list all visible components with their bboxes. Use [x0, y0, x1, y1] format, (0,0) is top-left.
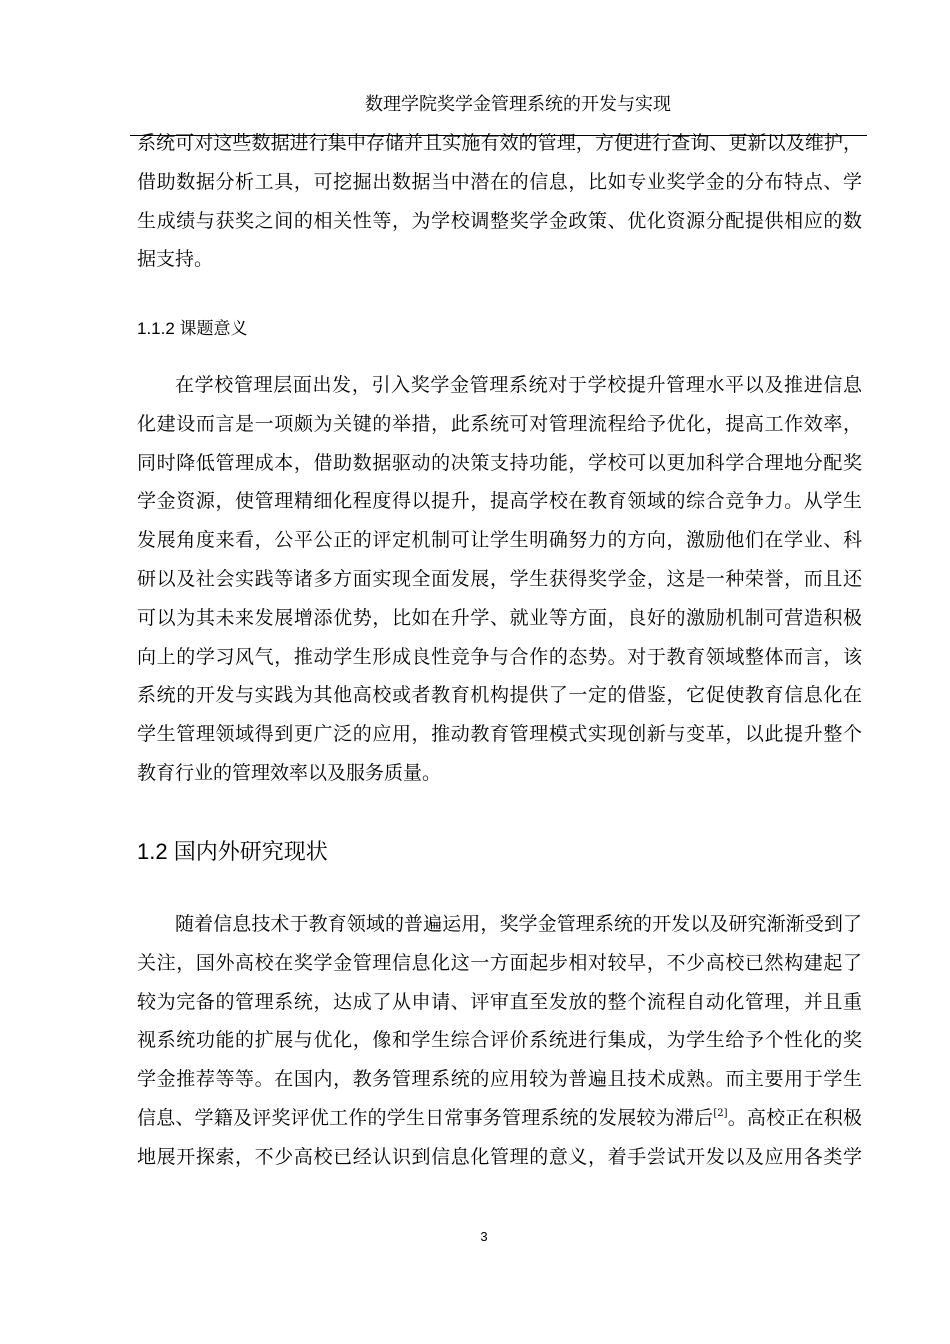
text-line: 借助数据分析工具，可挖掘出数据当中潜在的信息，比如专业奖学金的分布特点、学: [137, 170, 862, 193]
text-line: 向上的学习风气，推动学生形成良性竞争与合作的态势。对于教育领域整体而言，该: [137, 645, 862, 668]
text-line: 据支持。: [137, 248, 214, 271]
citation-ref[interactable]: [2]: [713, 1107, 728, 1119]
text-line: 系统的开发与实践为其他高校或者教育机构提供了一定的借鉴，它促使教育信息化在: [137, 684, 862, 707]
text-line: 教育行业的管理效率以及服务质量。: [137, 761, 442, 784]
text-line: 学金推荐等等。在国内，教务管理系统的应用较为普遍且技术成熟。而主要用于学生: [137, 1068, 862, 1091]
text-line: 关注，国外高校在奖学金管理信息化这一方面起步相对较早，不少高校已然构建起了: [137, 951, 862, 974]
paragraph-2: [137, 366, 862, 793]
text-line: 学生管理领域得到更广泛的应用，推动教育管理模式实现创新与变革，以此提升整个: [137, 723, 862, 746]
text-line: 系统可对这些数据进行集中存储并且实施有效的管理，方便进行查询、更新以及维护，: [137, 132, 862, 154]
page-number: 3: [480, 1229, 488, 1244]
section-heading-1-1-2: 1.1.2 课题意义: [137, 319, 248, 338]
text-line: 可以为其未来发展增添优势，比如在升学、就业等方面，良好的激励机制可营造积极: [137, 606, 862, 629]
text-line: 地展开探索，不少高校已经认识到信息化管理的意义，着手尝试开发以及应用各类学: [137, 1145, 862, 1168]
text-line: 在学校管理层面出发，引入奖学金管理系统对于学校提升管理水平以及推进信息: [175, 374, 862, 396]
paragraph-1: [137, 124, 862, 279]
text-line: 视系统功能的扩展与优化，像和学生综合评价系统进行集成，为学生给予个性化的奖: [137, 1029, 862, 1052]
text-line: 发展角度来看，公平公正的评定机制可让学生明确努力的方向，激励他们在学业、科: [137, 529, 862, 552]
text-span: 。高校正在积极: [727, 1106, 862, 1129]
text-line: 研以及社会实践等诸多方面实现全面发展，学生获得奖学金，这是一种荣誉，而且还: [137, 567, 862, 590]
text-line: 学金资源，使管理精细化程度得以提升，提高学校在教育领域的综合竞争力。从学生: [137, 490, 862, 513]
text-span: 信息、学籍及评奖评优工作的学生日常事务管理系统的发展较为滞后: [137, 1106, 714, 1129]
text-line: 随着信息技术于教育领域的普遍运用，奖学金管理系统的开发以及研究渐渐受到了: [175, 913, 862, 935]
text-line: 同时降低管理成本，借助数据驱动的决策支持功能，学校可以更加科学合理地分配奖: [137, 451, 862, 474]
text-line: 化建设而言是一项颇为关键的举措，此系统可对管理流程给予优化，提高工作效率，: [137, 412, 862, 435]
text-line: 较为完备的管理系统，达成了从申请、评审直至发放的整个流程自动化管理，并且重: [137, 990, 862, 1013]
running-header: 数理学院奖学金管理系统的开发与实现: [365, 94, 671, 115]
paragraph-3: [137, 905, 862, 1177]
section-heading-1-2: 1.2 国内外研究现状: [137, 839, 328, 864]
text-line: 生成绩与获奖之间的相关性等，为学校调整奖学金政策、优化资源分配提供相应的数: [137, 209, 862, 232]
text-line: [137, 1099, 862, 1138]
